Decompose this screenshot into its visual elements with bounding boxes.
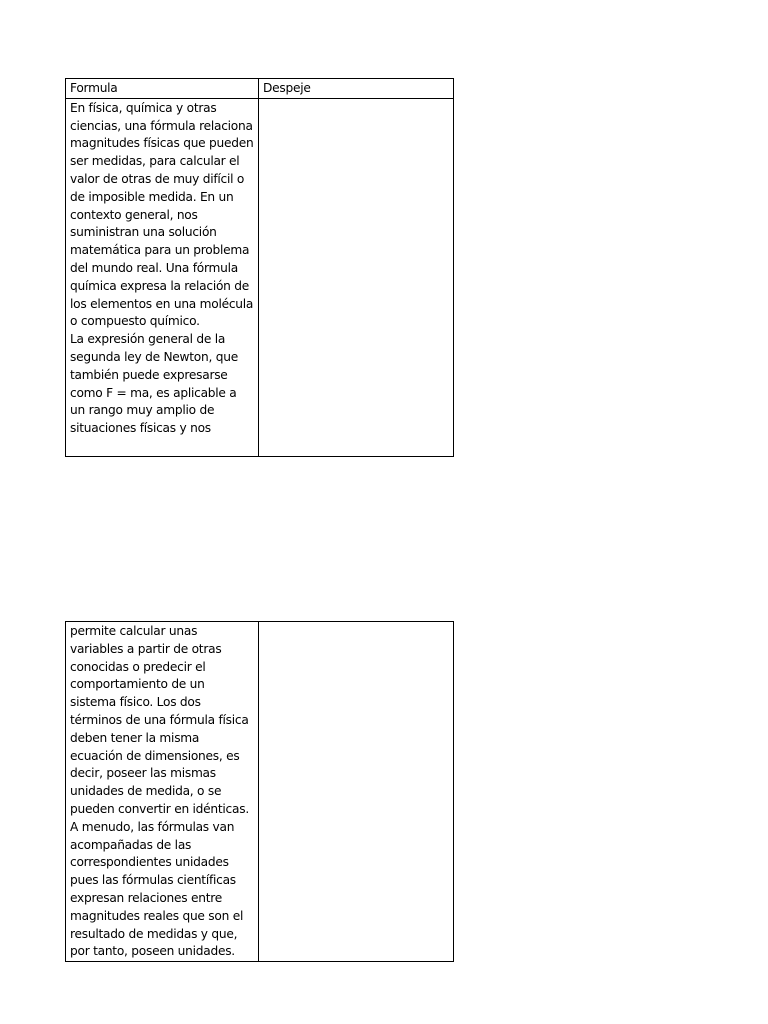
table-row (66, 98, 454, 456)
header-formula: Formula (66, 79, 259, 99)
formula-cell-continued: permite calcular unas variables a partir de otras conocidas o predecir el comportamiento de un sistema físico. Los dos términos de una fórmula física deben tener la misma ecuación de dimensiones, es decir, poseer las mismas unidades de medida, o se pueden convertir en idénticas. A menudo, las fórmulas van acompañadas de las correspondientes unidades pues las fórmulas científicas expresan relaciones entre magnitudes reales que son el resultado de medidas y que, por tanto, poseen unidades. (66, 622, 259, 962)
header-despeje: Despeje (259, 79, 454, 99)
table-header-row (66, 79, 454, 99)
formula-paragraph-1: En física, química y otras ciencias, una fórmula relaciona magnitudes físicas que pueden ser medidas, para calcular el valor de otras de muy difícil o de imposible medida. En un contexto general, nos suministran una solución matemática para un problema del mundo real. Una fórmula química expresa la relación de los elementos en una molécula o compuesto químico. (70, 100, 254, 329)
formula-paragraph-2: La expresión general de la segunda ley de Newton, que también puede expresarse como F = ma, es aplicable a un rango muy amplio de situaciones físicas y nos (70, 332, 238, 436)
despeje-cell (259, 98, 454, 456)
formula-table-bottom (65, 621, 454, 962)
despeje-cell-continued (259, 622, 454, 962)
table-row (66, 622, 454, 962)
formula-table-top (65, 78, 454, 457)
formula-cell (66, 98, 259, 456)
